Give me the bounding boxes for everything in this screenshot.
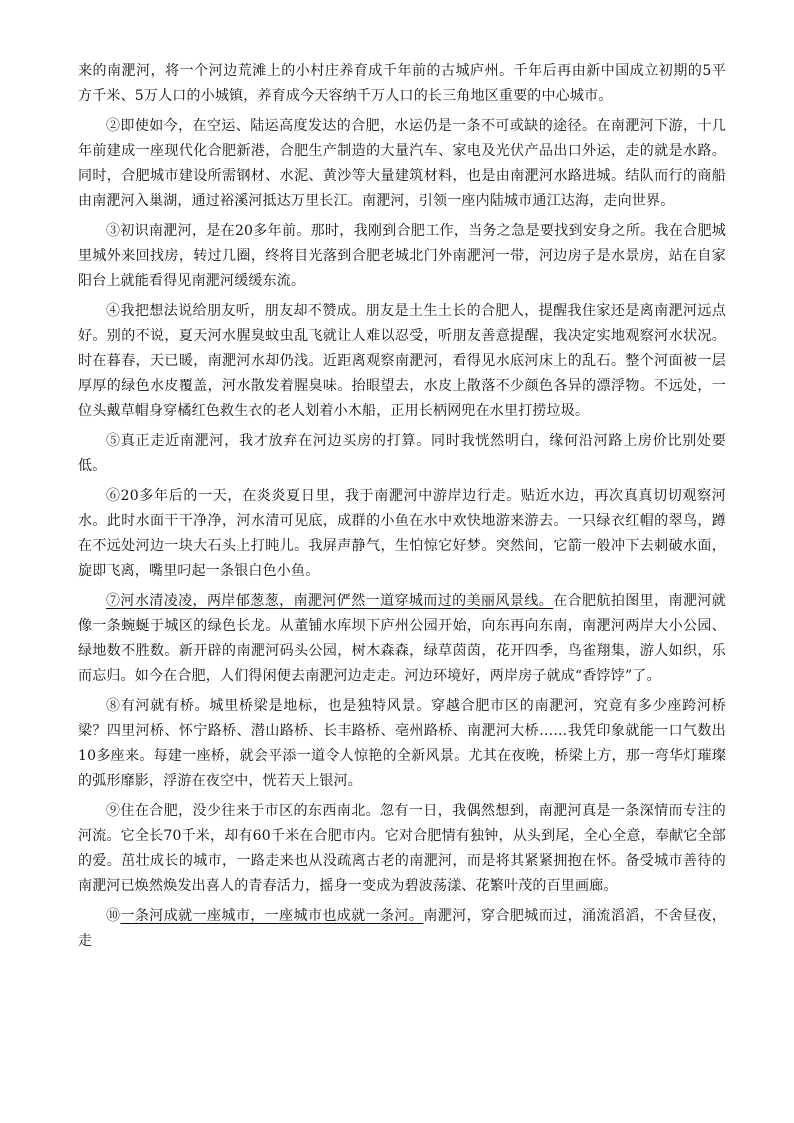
paragraph-text: 在合肥航拍图里，南淝河就像一条蜿蜒于城区的绿色长龙。从董铺水库坝下庐州公园开始，向东再向东南，南淝河两岸大小公园、绿地数不胜数。新开辟的南淝河码头公园，树木森森，绿草茵茵，花开四季，鸟雀翔集，游人如织，乐而忘归。如今在合肥，人们得闲便去南淝河边走走。河边环境好，两岸房子就成“香饽饽”了。 [78, 593, 726, 684]
paragraph-text: ⑨住在合肥，没少往来于市区的东西南北。忽有一日，我偶然想到，南淝河真是一条深情而专注的河流。它全长70千米，却有60千米在合肥市内。它对合肥情有独钟，从头到尾，全心全意，奉献它全部的爱。茁壮成长的城市，一路走来也从没疏离古老的南淝河，而是将其紧紧拥抱在怀。备受城市善待的南淝河已焕然焕发出喜人的青春活力，摇身一变成为碧波荡漾、花繁叶茂的百里画廊。 [78, 803, 726, 894]
paragraph-number: ⑩ [106, 908, 121, 924]
article-body [78, 59, 726, 959]
paragraph-6 [78, 484, 726, 584]
paragraph-10 [78, 904, 726, 954]
paragraph-4 [78, 299, 726, 424]
paragraph-2 [78, 114, 726, 214]
paragraph-text: ⑤真正走近南淝河，我才放弃在河边买房的打算。同时我恍然明白，缘何沿河路上房价比别处要低。 [78, 433, 726, 474]
paragraph-3 [78, 219, 726, 294]
paragraph-text: ②即使如今，在空运、陆运高度发达的合肥，水运仍是一条不可或缺的途径。在南淝河下游，十几年前建成一座现代化合肥新港，合肥生产制造的大量汽车、家电及光伏产品出口外运，走的就是水路。同时，合肥城市建设所需钢材、水泥、黄沙等大量建筑材料，也是由南淝河水路进城。结队而行的商船由南淝河入巢湖，通过裕溪河抵达万里长江。南淝河，引领一座内陆城市通江达海，走向世界。 [78, 118, 726, 209]
paragraph-8 [78, 694, 726, 794]
underlined-sentence: 一条河成就一座城市，一座城市也成就一条河。 [120, 908, 424, 924]
paragraph-text: ⑧有河就有桥。城里桥梁是地标，也是独特风景。穿越合肥市区的南淝河，究竟有多少座跨河桥梁？四里河桥、怀宁路桥、潜山路桥、长丰路桥、亳州路桥、南淝河大桥……我凭印象就能一口气数出10多座来。每建一座桥，就会平添一道令人惊艳的全新风景。尤其在夜晚，桥梁上方，那一弯华灯璀璨的弧形靡影，浮游在夜空中，恍若天上银河。 [78, 698, 726, 789]
paragraph-continued [78, 59, 726, 109]
paragraph-text: 南淝河，穿合肥城而过，涌流滔滔，不舍昼夜，走 [78, 908, 727, 949]
paragraph-text: 来的南淝河，将一个河边荒滩上的小村庄养育成千年前的古城庐州。千年后再由新中国成立初期的5平方千米、5万人口的小城镇，养育成今天容纳千万人口的长三角地区重要的中心城市。 [78, 63, 726, 104]
paragraph-9 [78, 799, 726, 899]
underlined-sentence: ⑦河水清凌凌，两岸郁葱葱，南淝河俨然一道穿城而过的美丽风景线。 [106, 593, 554, 609]
paragraph-7 [78, 589, 726, 689]
paragraph-5 [78, 429, 726, 479]
paragraph-text: ③初识南淝河，是在20多年前。那时，我刚到合肥工作，当务之急是要找到安身之所。我在合肥城里城外来回找房，转过几圈，终将目光落到合肥老城北门外南淝河一带，河边房子是水景房，站在自家阳台上就能看得见南淝河缓缓东流。 [78, 223, 726, 289]
paragraph-text: ⑥20多年后的一天，在炎炎夏日里，我于南淝河中游岸边行走。贴近水边，再次真真切切观察河水。此时水面干干净净，河水清可见底，成群的小鱼在水中欢快地游来游去。一只绿衣红帽的翠鸟，蹲在不远处河边一块大石头上打盹儿。我屏声静气，生怕惊它好梦。突然间，它箭一般冲下去刺破水面，旋即飞离，嘴里叼起一条银白色小鱼。 [78, 488, 726, 579]
paragraph-text: ④我把想法说给朋友听，朋友却不赞成。朋友是土生土长的合肥人，提醒我住家还是离南淝河远点好。别的不说，夏天河水腥臭蚊虫乱飞就让人难以忍受，听朋友善意提醒，我决定实地观察河水状况。时在暮春，天已暖，南淝河水却仍浅。近距离观察南淝河，看得见水底河床上的乱石。整个河面被一层厚厚的绿色水皮覆盖，河水散发着腥臭味。抬眼望去，水皮上散落不少颜色各异的漂浮物。不远处，一位头戴草帽身穿橘红色救生衣的老人划着小木船，正用长柄网兜在水里打捞垃圾。 [78, 303, 726, 419]
